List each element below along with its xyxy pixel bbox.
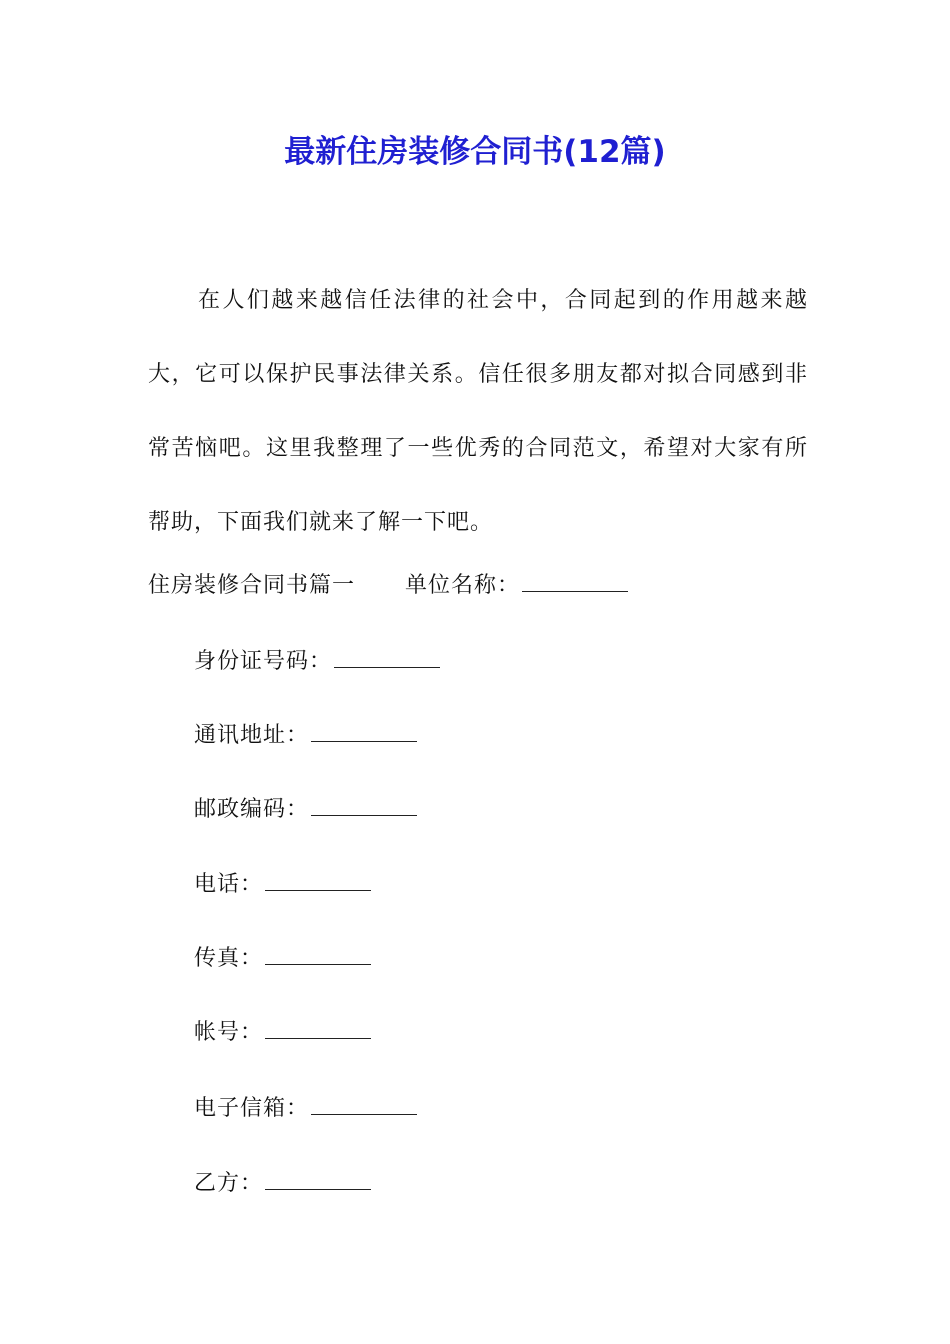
fax-row: [194, 942, 371, 974]
postal-code-blank: [311, 793, 417, 816]
section-heading-row: [148, 569, 628, 601]
postal-code-label: 邮政编码：: [194, 797, 310, 822]
postal-code-row: [194, 793, 417, 825]
email-blank: [311, 1092, 417, 1115]
unit-name-label: 单位名称：: [405, 573, 521, 598]
address-blank: [311, 719, 417, 742]
address-row: [194, 719, 417, 751]
address-label: 通讯地址：: [194, 723, 310, 748]
fax-label: 传真：: [194, 946, 264, 971]
party-b-label: 乙方：: [194, 1171, 264, 1196]
account-label: 帐号：: [194, 1020, 264, 1045]
email-row: [194, 1092, 417, 1124]
id-number-label: 身份证号码：: [194, 649, 333, 674]
fax-blank: [265, 942, 371, 965]
unit-name-blank: [522, 569, 628, 592]
email-label: 电子信箱：: [194, 1096, 310, 1121]
account-blank: [265, 1016, 371, 1039]
phone-row: [194, 868, 371, 900]
party-b-row: [194, 1167, 371, 1199]
account-row: [194, 1016, 371, 1048]
phone-label: 电话：: [194, 872, 264, 897]
section-heading: 住房装修合同书篇一: [148, 573, 356, 598]
party-b-blank: [265, 1167, 371, 1190]
id-number-blank: [334, 645, 440, 668]
intro-paragraph: 在人们越来越信任法律的社会中，合同起到的作用越来越大，它可以保护民事法律关系。信任很多朋友都对拟合同感到非常苦恼吧。这里我整理了一些优秀的合同范文，希望对大家有所帮助，下面我们就来了解一下吧。: [148, 288, 808, 535]
phone-blank: [265, 868, 371, 891]
id-number-row: [194, 645, 440, 677]
document-title: 最新住房装修合同书(12篇): [284, 134, 666, 170]
